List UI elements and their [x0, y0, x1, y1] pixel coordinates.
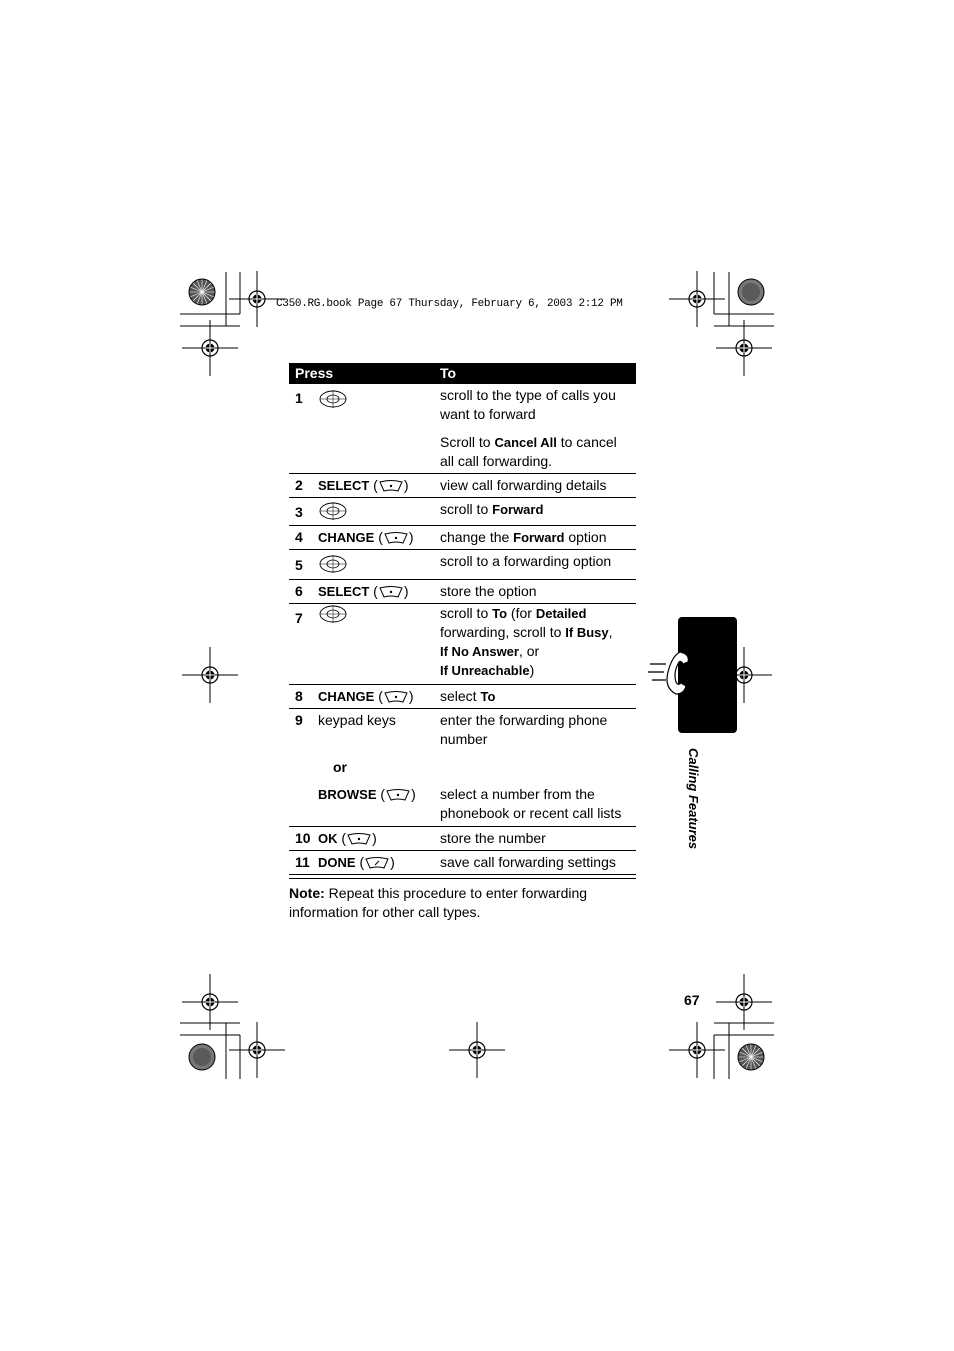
table-row [289, 827, 636, 851]
step-description: scroll to the type of calls you want to forward [440, 387, 616, 422]
file-header: C350.RG.book Page 67 Thursday, February 6, 2003 2:12 PM [276, 298, 623, 310]
step-description: enter the forwarding phone number [440, 712, 608, 747]
header-to: To [440, 365, 457, 381]
table-row [289, 709, 636, 827]
step-number: 1 [295, 390, 303, 406]
table-row [289, 851, 636, 875]
table-row [289, 685, 636, 709]
press-key: CHANGE ( ) [318, 688, 414, 704]
page-number: 67 [684, 992, 700, 1008]
table-row [289, 474, 636, 498]
step-description: select To [440, 688, 496, 704]
table-row [289, 580, 636, 604]
table-row [289, 604, 636, 685]
table-header [289, 363, 636, 384]
step-number: 6 [295, 583, 303, 599]
nav-key-icon [318, 501, 348, 526]
right-softkey-icon [383, 690, 409, 704]
header-press: Press [295, 365, 334, 381]
step-description-alt: select a number from the phonebook or recent call lists [440, 786, 622, 821]
right-softkey-icon [383, 531, 409, 545]
step-description-extra: Scroll to Cancel All to cancel all call forwarding. [440, 434, 617, 469]
step-number: 5 [295, 557, 303, 573]
step-number: 4 [295, 529, 303, 545]
press-keypad: keypad keys [318, 712, 396, 728]
press-key: DONE ( ) [318, 854, 395, 870]
step-description: store the number [440, 830, 546, 846]
nav-key-icon [318, 554, 348, 579]
note: Note: Repeat this procedure to enter forwarding information for other call types. [289, 885, 588, 920]
step-description: view call forwarding details [440, 477, 607, 493]
step-description: scroll to a forwarding option [440, 553, 612, 569]
press-key: OK ( ) [318, 830, 377, 846]
step-number: 10 [295, 830, 311, 846]
step-description: change the Forward option [440, 529, 607, 545]
step-number: 9 [295, 712, 303, 728]
press-key: BROWSE ( ) [318, 786, 416, 802]
right-softkey-icon [346, 832, 372, 846]
table-end-rule [289, 878, 636, 879]
step-description: scroll to To (for Detailed forwarding, scroll to If Busy, If No Answer, or If Unreachable) [440, 605, 613, 678]
table-row [289, 526, 636, 550]
right-softkey-icon [385, 788, 411, 802]
table-row [289, 384, 636, 474]
step-description: save call forwarding settings [440, 854, 616, 870]
step-description: store the option [440, 583, 537, 599]
right-softkey-icon [378, 479, 404, 493]
left-softkey-icon [364, 856, 390, 870]
section-label: Calling Features [686, 748, 701, 850]
right-softkey-icon [378, 585, 404, 599]
press-key: SELECT ( ) [318, 583, 409, 599]
phone-handset-icon [646, 648, 698, 700]
step-number: 8 [295, 688, 303, 704]
press-key: CHANGE ( ) [318, 529, 414, 545]
nav-key-icon [318, 389, 348, 414]
table-row [289, 498, 636, 526]
step-number: 7 [295, 610, 303, 626]
step-number: 2 [295, 477, 303, 493]
step-number: 11 [295, 854, 310, 870]
step-number: 3 [295, 504, 303, 520]
or-label: or [333, 759, 347, 775]
instruction-table [289, 363, 636, 879]
press-key: SELECT ( ) [318, 477, 409, 493]
step-description: scroll to Forward [440, 501, 544, 517]
nav-key-icon [318, 604, 348, 629]
table-row [289, 550, 636, 580]
